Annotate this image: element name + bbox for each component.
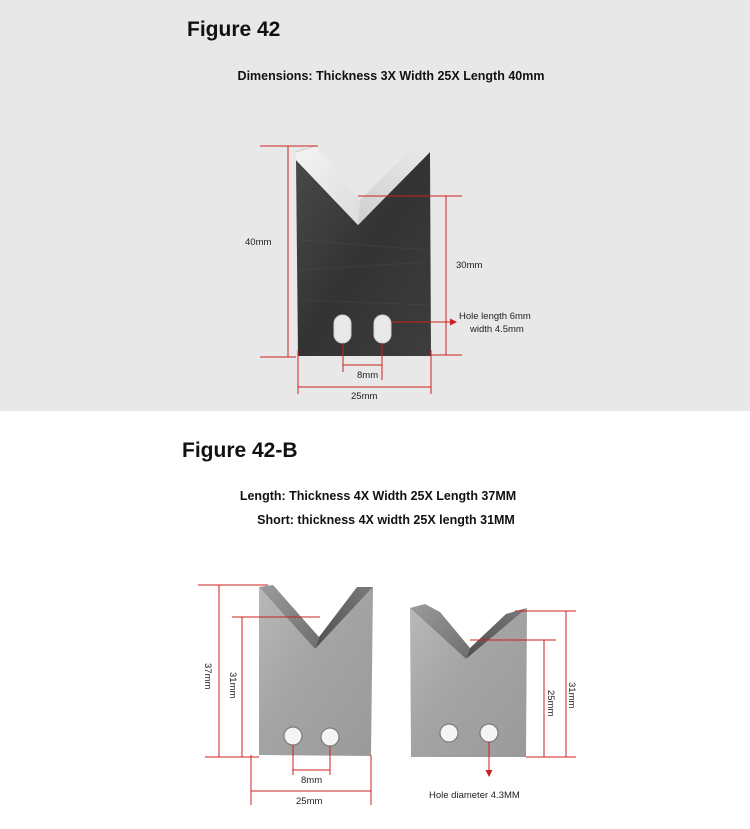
figure-42-hole-right: [374, 315, 391, 343]
label-37mm: 37mm: [202, 663, 213, 690]
short-blade: [410, 608, 527, 757]
label-30mm: 30mm: [456, 260, 483, 271]
label-31mm-short: 31mm: [566, 682, 577, 709]
figure-42-diagram: [0, 0, 750, 411]
long-blade: [259, 587, 373, 756]
label-hole-diameter: Hole diameter 4.3MM: [429, 790, 520, 801]
figure-42-blade: [296, 152, 431, 356]
long-blade-hole-left: [284, 727, 302, 745]
figure-42b-short-line: Short: thickness 4X width 25X length 31MM: [257, 513, 515, 527]
label-25mm: 25mm: [351, 391, 378, 402]
long-blade-hole-right: [321, 728, 339, 746]
label-31mm-long: 31mm: [227, 672, 238, 699]
figure-42-dimensions: Dimensions: Thickness 3X Width 25X Length 40mm: [237, 69, 545, 83]
label-25mm-long: 25mm: [296, 796, 323, 807]
figure-42-hole-left: [334, 315, 351, 343]
label-hole-width: width 4.5mm: [470, 324, 524, 335]
figure-42-title: Figure 42: [187, 18, 281, 41]
label-25mm-short: 25mm: [545, 690, 556, 717]
label-8mm-long: 8mm: [301, 775, 323, 786]
figure-42b-panel: [0, 411, 750, 829]
figure-42b-title: Figure 42-B: [182, 439, 298, 462]
label-hole-length: Hole length 6mm: [459, 311, 531, 322]
figure-42-panel: [0, 0, 750, 411]
short-blade-hole-right: [480, 724, 498, 742]
figure-42b-length-line: Length: Thickness 4X Width 25X Length 37MM: [239, 489, 517, 503]
short-blade-hole-left: [440, 724, 458, 742]
label-8mm: 8mm: [357, 370, 379, 381]
figure-42b-diagram: [0, 411, 750, 829]
label-40mm: 40mm: [245, 237, 272, 248]
